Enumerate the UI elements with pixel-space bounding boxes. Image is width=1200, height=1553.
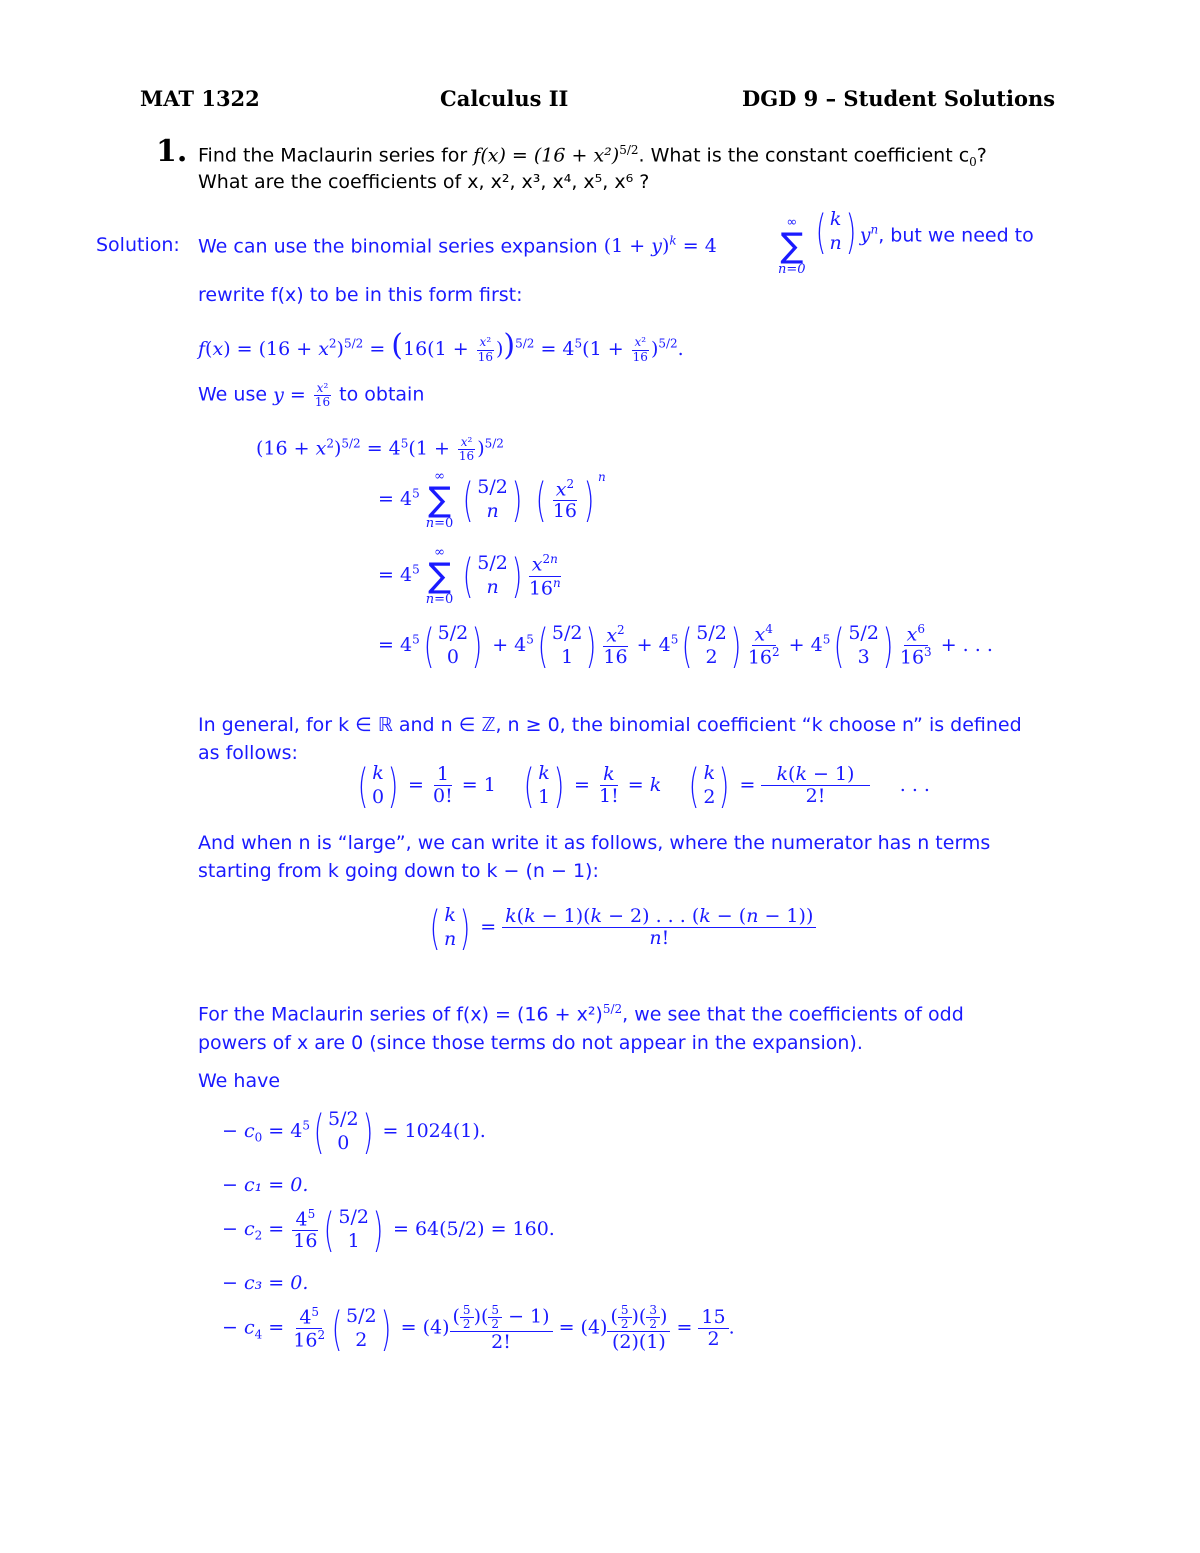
q-text-c: ? [976, 144, 987, 167]
expansion-line-1: $(16 + x^2)^{5/2} = 4^5(1$ + $\frac{\text{x²}}{16}$ )$^{5/2}$ [256, 435, 504, 464]
c0-result: = 1024(1). [382, 1119, 486, 1142]
odd-line-b: powers of x are 0 (since those terms do not appear in the expansion). [198, 1032, 863, 1054]
session-title: DGD 9 – Student Solutions [742, 86, 1056, 111]
q-text-a: Find the Maclaurin series for [198, 144, 468, 167]
odd-line-a: For the Maclaurin series of $f(x) = (16 + x^2)^{5/2}$, we see that the coefficients of odd [198, 1002, 964, 1026]
intro-b: , but we need to [878, 224, 1034, 247]
odd-a2: , we see that the coefficients of odd [622, 1003, 964, 1026]
c3-text: c₃ = 0. [243, 1272, 309, 1294]
question-line-2: What are the coefficients of x, x², x³, x⁴, x⁵, x⁶ ? [198, 171, 650, 193]
intro-sum: ∞ ∑ n=0 ( k n ) $y^n$, but we need to [778, 204, 1034, 277]
intro-a: We can use the binomial series expansion [198, 235, 598, 258]
general-binomial: ( k n ) = $\frac{k(k - 1)(k - 2) . . . (k - (n - 1))}{n!}$ [426, 904, 816, 952]
coef-c1: − c₁ = 0. [222, 1174, 309, 1196]
odd-a: For the Maclaurin series of f(x) = (16 + x²) [198, 1003, 603, 1026]
q-fx: f(x) = (16 + x²) [473, 144, 620, 167]
coef-c3: − c₃ = 0. [222, 1272, 309, 1294]
c2-result: = 64(5/2) = 160. [392, 1217, 555, 1240]
use-y-line: We use y = $\frac{\text{x²}}{16}$ to obtain [198, 381, 425, 410]
general-line-b: as follows: [198, 742, 298, 764]
expansion-line-4: = $4^5$ ( 5/2 0 ) + $4^5$ ( 5/2 1 ) $\frac{x^2}{16}$ + $4^5$ ( 5/2 2 ) $\frac{x^4}{16^2}$ + $4^5$ ( 5/2 3 ) $\frac{x^6}{16^3}$ + . . . [378, 618, 993, 673]
large-line-b: starting from k going down to k − (n − 1): [198, 860, 599, 882]
q-exp: 5/2 [619, 143, 639, 157]
general-line-a: In general, for k ∈ ℝ and n ∈ ℤ, n ≥ 0, the binomial coefficient “k choose n” is defined [198, 714, 1022, 736]
question-line-1: Find the Maclaurin series for $f(x) = (16 + x^2)^{5/2}$. What is the constant coefficient $c_0$? [198, 143, 987, 170]
large-line-a: And when n is “large”, we can write it as follows, where the numerator has n terms [198, 832, 991, 854]
course-code: MAT 1322 [140, 86, 260, 111]
coef-c0: − $c_0 = 4^5$ ( 5/2 0 ) = 1024(1). [222, 1104, 486, 1159]
we-have: We have [198, 1070, 281, 1092]
course-title: Calculus II [440, 86, 569, 111]
solution-intro: We can use the binomial series expansion $(1 + y)^k = 4$ [198, 234, 717, 258]
c1-text: c₁ = 0. [243, 1174, 309, 1196]
rewrite-equation: $f(x) = (16 + x^2)^{5/2} = (16(1$ + $\frac{\text{x²}}{16}$ ))$^{5/2} = 4^5(1$ + $\frac{\text{x²}}{16}$ )$^{5/2}$. [198, 328, 684, 364]
use-y-b: to obtain [339, 383, 425, 406]
coef-c2: − $c_2$ = $\frac{4^5}{16}$ ( 5/2 1 ) = 64(5/2) = 160. [222, 1202, 555, 1257]
use-y-a: We use [198, 383, 268, 406]
solution-label: Solution: [96, 234, 180, 256]
question-number: 1. [156, 134, 188, 169]
expansion-line-2: = $4^5$ ∞ ∑ n=0 ( 5/2 n ) ( $\frac{x^2}{16}$ ) $^n$ [378, 469, 606, 531]
rewrite-line: rewrite f(x) to be in this form first: [198, 284, 523, 306]
binomial-definitions: ( k 0 ) = $\frac{1}{0!}$ = 1 ( k 1 ) = $\frac{k}{1!}$ = k ( k 2 ) = $\frac{k(k - 1)}{2!}$ . . . [357, 758, 930, 813]
coef-c4: − $c_4$ = $\frac{4^5}{16^2}$ ( 5/2 2 ) = (4) ( $\frac{5}{2}$ )( $\frac{5}{2}$ − 1) 2! = (4) ( $\frac{5}{2}$ )( $\frac{3}{2}$ ) (2)(1) = $\frac{15}{2}$ . [222, 1301, 735, 1356]
expansion-line-3: = $4^5$ ∞ ∑ n=0 ( 5/2 n ) $\frac{x^{2n}}{16^n}$ [378, 545, 561, 607]
q-text-b: . What is the constant coefficient c [638, 144, 970, 167]
